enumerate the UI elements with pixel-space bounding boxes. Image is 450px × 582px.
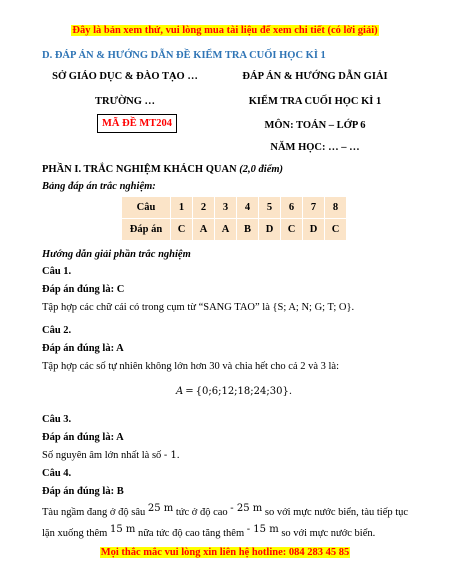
formula-period: .: [288, 386, 293, 397]
question-3-text-before: Số nguyên âm lớn nhất là số: [42, 450, 162, 461]
table-cell: 8: [325, 197, 347, 219]
q4-text: so với mực nước biển.: [281, 528, 376, 539]
table-cell: D: [259, 219, 281, 241]
question-3-text-after: .: [176, 450, 180, 461]
answer-guide-title: ĐÁP ÁN & HƯỚNG DẪN GIẢI: [242, 71, 388, 82]
formula-set: {0;6;12;18;24;30}: [195, 386, 289, 397]
formula-equals: =: [185, 386, 194, 397]
table-cell: C: [325, 219, 347, 241]
table-cell: C: [281, 219, 303, 241]
question-3-label: Câu 3.: [42, 414, 72, 425]
table-cell: 1: [171, 197, 193, 219]
question-3-answer: Đáp án đúng là: A: [42, 432, 124, 443]
table-header-cau: Câu: [122, 197, 171, 219]
subject-label: MÔN: TOÁN – LỚP 6: [264, 120, 366, 131]
question-2-answer: Đáp án đúng là: A: [42, 343, 124, 354]
formula-variable: A: [176, 386, 184, 397]
table-cell: 5: [259, 197, 281, 219]
q4-text: nữa tức độ cao tăng thêm: [137, 528, 245, 539]
department-name: SỞ GIÁO DỤC & ĐÀO TẠO …: [52, 71, 198, 82]
question-4-answer: Đáp án đúng là: B: [42, 486, 124, 497]
question-1-label: Câu 1.: [42, 266, 72, 277]
q4-value-increase: - 15 m: [246, 524, 279, 535]
table-row-question-numbers: [122, 197, 347, 219]
question-3-text: [42, 449, 179, 462]
part1-points: (2,0 điểm): [239, 164, 284, 175]
table-cell: A: [193, 219, 215, 241]
table-cell: 6: [281, 197, 303, 219]
q4-text: tức ở độ cao: [175, 507, 228, 518]
table-cell: C: [171, 219, 193, 241]
q4-text: lặn xuống thêm: [42, 528, 108, 539]
answer-table-label: Bảng đáp án trắc nghiệm:: [42, 181, 156, 192]
school-year: NĂM HỌC: … – …: [270, 142, 360, 153]
answer-table: [121, 196, 347, 241]
q4-value-height: - 25 m: [230, 503, 263, 514]
question-4-line-2: [42, 524, 376, 540]
part1-heading: [42, 163, 283, 176]
q4-value-depth: 25 m: [147, 503, 174, 514]
question-3-value: - 1: [163, 450, 177, 461]
question-1-text: Tập hợp các chữ cái có trong cụm từ “SANG TAO” là {S; A; N; G; T; O}.: [42, 302, 355, 313]
top-banner-text: Đây là bản xem thử, vui lòng mua tài liệu để xem chi tiết (có lời giải): [72, 25, 378, 36]
part1-title: PHẦN I. TRẮC NGHIỆM KHÁCH QUAN: [42, 164, 237, 175]
exam-title: KIỂM TRA CUỐI HỌC KÌ 1: [248, 96, 382, 107]
exam-code: MÃ ĐỀ MT204: [102, 118, 172, 129]
table-cell: 3: [215, 197, 237, 219]
table-cell: D: [303, 219, 325, 241]
section-title: D. ĐÁP ÁN & HƯỚNG DẪN ĐỀ KIỂM TRA CUỐI HỌC KÌ 1: [42, 50, 326, 61]
bottom-banner: [0, 546, 450, 559]
table-cell: 4: [237, 197, 259, 219]
q4-value-dive: 15 m: [109, 524, 136, 535]
table-cell: A: [215, 219, 237, 241]
exam-code-box: [97, 114, 177, 133]
table-cell: B: [237, 219, 259, 241]
question-2-label: Câu 2.: [42, 325, 72, 336]
question-4-line-1: [42, 503, 409, 519]
question-1-answer: Đáp án đúng là: C: [42, 284, 125, 295]
question-2-formula: [176, 381, 292, 399]
table-cell: 7: [303, 197, 325, 219]
top-banner: [0, 24, 450, 37]
school-name: TRƯỜNG …: [95, 96, 155, 107]
question-4-label: Câu 4.: [42, 468, 72, 479]
hotline-text: Mọi thắc mắc vui lòng xin liên hệ hotline: 084 283 45 85: [100, 547, 350, 558]
q4-text: so với mực nước biển, tàu tiếp tục: [264, 507, 409, 518]
table-cell: 2: [193, 197, 215, 219]
q4-text: Tàu ngầm đang ở độ sâu: [42, 507, 146, 518]
table-row-answers: [122, 219, 347, 241]
guide-label: Hướng dẫn giải phần trắc nghiệm: [42, 249, 191, 260]
question-2-text: Tập hợp các số tự nhiên không lớn hơn 30 và chia hết cho cả 2 và 3 là:: [42, 361, 340, 372]
table-header-dap-an: Đáp án: [122, 219, 171, 241]
